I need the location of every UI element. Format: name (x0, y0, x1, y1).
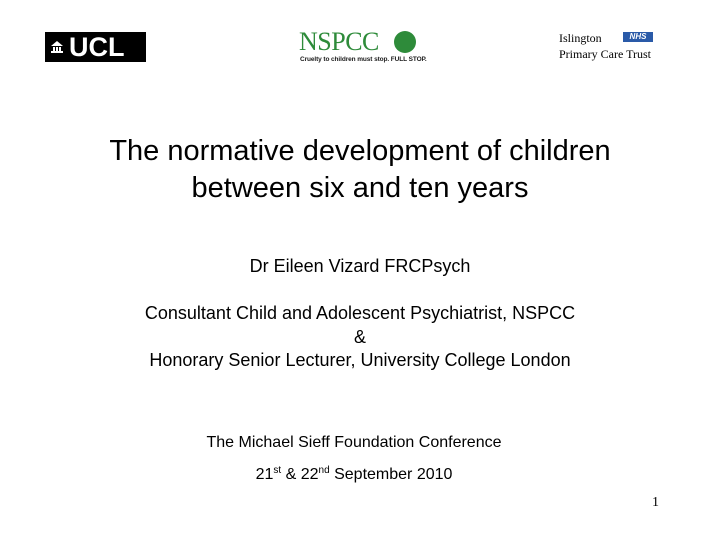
date-joiner: & 22 (281, 466, 319, 483)
nhs-badge: NHS (623, 32, 653, 42)
ucl-logo (45, 32, 146, 62)
role-line: Consultant Child and Adolescent Psychiatrist, NSPCC (144, 303, 576, 323)
author-roles (0, 302, 720, 373)
nhs-logo (559, 30, 689, 62)
title-line: The normative development of children (109, 135, 611, 167)
nspcc-tagline: Cruelty to children must stop. FULL STOP. (300, 56, 427, 63)
nhs-trust-subtitle: Primary Care Trust (559, 47, 652, 61)
date-ordinal: st (273, 465, 282, 476)
conference-dates (0, 464, 708, 486)
ucl-crest-icon (45, 32, 69, 62)
author-name: Dr Eileen Vizard FRCPsych (249, 256, 471, 276)
nspcc-logo (299, 27, 427, 66)
nhs-trust-name: Islington (559, 31, 602, 45)
nspcc-dot-icon (394, 31, 416, 53)
nspcc-logo-text: NSPCC (299, 27, 379, 56)
conference-name: The Michael Sieff Foundation Conference (206, 434, 502, 451)
slide-title (20, 133, 700, 207)
title-line: between six and ten years (191, 172, 529, 204)
role-separator: & (353, 326, 366, 347)
role-line: Honorary Senior Lecturer, University College London (149, 350, 571, 370)
date-ordinal: nd (318, 465, 330, 476)
date-day: 21 (255, 466, 274, 483)
page-number: 1 (652, 495, 659, 510)
date-month-year: September 2010 (329, 466, 453, 483)
ucl-logo-text: UCL (69, 32, 125, 62)
